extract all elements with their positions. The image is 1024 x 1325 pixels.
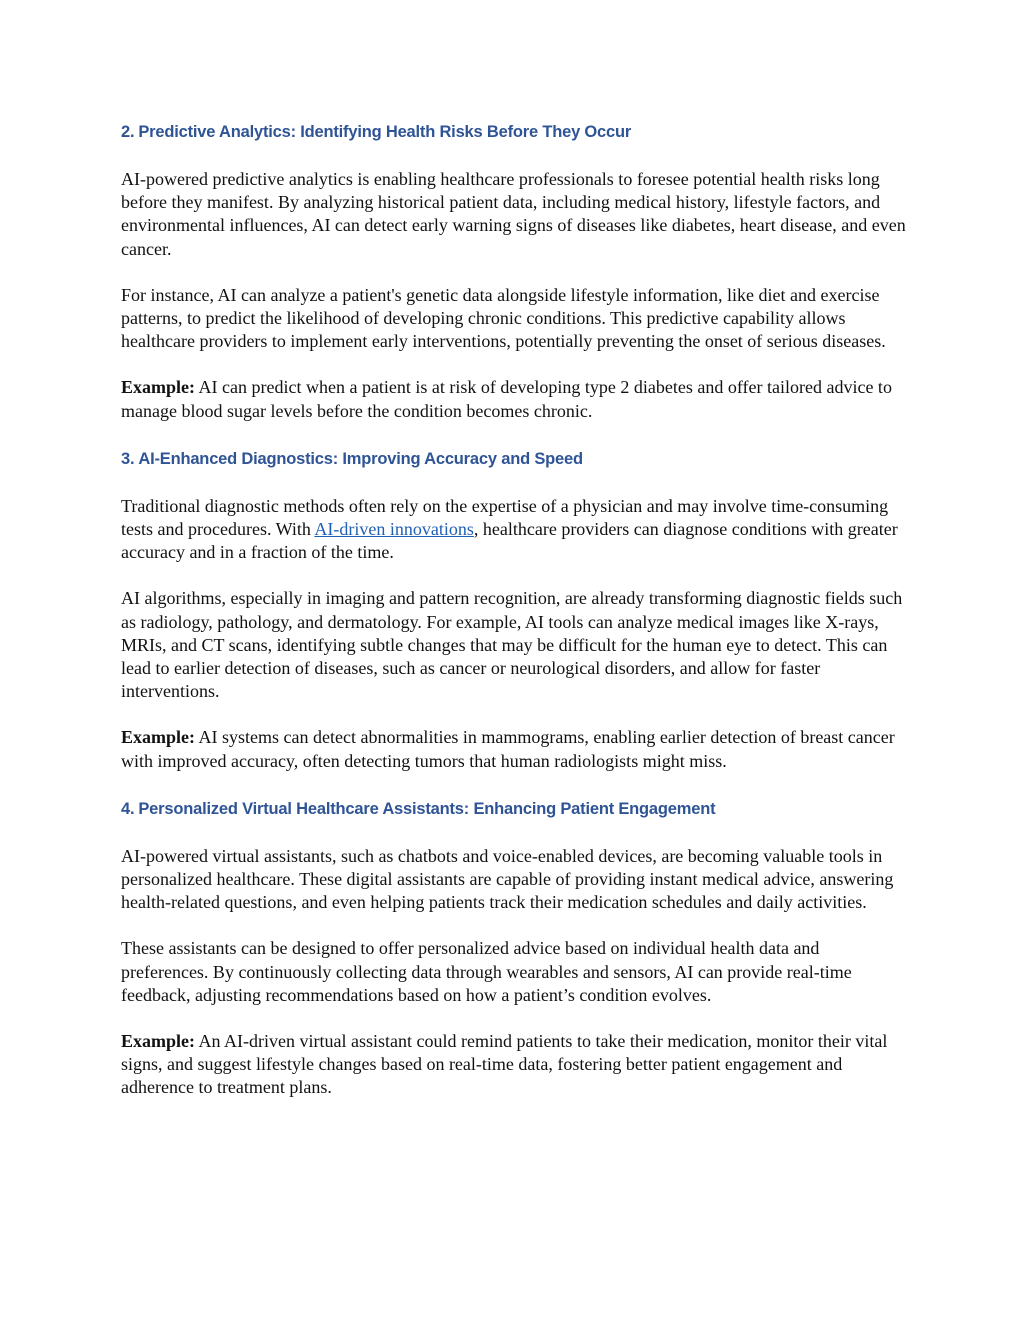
- paragraph: AI algorithms, especially in imaging and pattern recognition, are already transforming diagnostic fields such as radiology, pathology, and dermatology. For example, AI tools can analyze medical images like X-rays, MRIs, and CT scans, identifying subtle changes that may be difficult for the human eye to detect. This can lead to earlier detection of diseases, such as cancer or neurological disorders, and allow for faster interventions.: [121, 588, 903, 702]
- section-title: AI-Enhanced Diagnostics: Improving Accuracy and Speed: [138, 449, 583, 468]
- example-label: Example:: [121, 1031, 195, 1052]
- paragraph: For instance, AI can analyze a patient's genetic data alongside lifestyle information, like diet and exercise patterns, to predict the likelihood of developing chronic conditions. This predictive capability allows healthcare providers to implement early interventions, potentially preventing the onset of serious diseases.: [121, 284, 886, 352]
- section-heading-virtual-assistants: [121, 797, 911, 821]
- paragraph: AI-powered virtual assistants, such as chatbots and voice-enabled devices, are becoming valuable tools in personalized healthcare. These digital assistants are capable of providing instant medical advice, answering health-related questions, and even helping patients track their medication schedules and daily activities.: [121, 845, 894, 913]
- section-number: 3.: [121, 449, 135, 468]
- example-label: Example:: [121, 377, 195, 398]
- example-label: Example:: [121, 727, 195, 748]
- section-title: Predictive Analytics: Identifying Health Risks Before They Occur: [138, 123, 632, 141]
- example-paragraph: [121, 1030, 911, 1100]
- example-paragraph: [121, 726, 911, 772]
- section-heading-predictive-analytics: [121, 120, 911, 144]
- paragraph-text: , healthcare providers can diagnose conditions with greater accuracy and in a fraction of the time.: [121, 519, 898, 563]
- paragraph: These assistants can be designed to offer personalized advice based on individual health data and preferences. By continuously collecting data through wearables and sensors, AI can provide real-time feedback, adjusting recommendations based on how a patient’s condition evolves.: [121, 938, 852, 1005]
- paragraph-text: Traditional diagnostic methods often rely on the expertise of a physician and may involve time-consuming tests and procedures. With: [121, 495, 889, 540]
- example-text: An AI-driven virtual assistant could remind patients to take their medication, monitor their vital signs, and suggest lifestyle changes based on real-time data, fostering better patient engagement and adherence to treatment plans.: [121, 1031, 888, 1098]
- section-heading-ai-diagnostics: [121, 447, 911, 471]
- example-text: AI can predict when a patient is at risk of developing type 2 diabetes and offer tailored advice to manage blood sugar levels before the condition becomes chronic.: [121, 377, 892, 421]
- example-paragraph: [121, 376, 911, 422]
- paragraph-with-link: [121, 495, 911, 565]
- section-title: Personalized Virtual Healthcare Assistants: Enhancing Patient Engagement: [138, 799, 716, 818]
- section-number: 4.: [121, 799, 135, 818]
- paragraph: AI-powered predictive analytics is enabling healthcare professionals to foresee potential health risks long before they manifest. By analyzing historical patient data, including medical history, lifestyle factors, and environmental influences, AI can detect early warning signs of diseases like diabetes, heart disease, and even cancer.: [121, 169, 906, 259]
- section-number: 2.: [121, 123, 135, 141]
- document-page: [121, 120, 911, 1100]
- example-text: AI systems can detect abnormalities in mammograms, enabling earlier detection of breast cancer with improved accuracy, often detecting tumors that human radiologists might miss.: [121, 727, 895, 771]
- ai-driven-innovations-link[interactable]: AI-driven innovations: [314, 519, 474, 540]
